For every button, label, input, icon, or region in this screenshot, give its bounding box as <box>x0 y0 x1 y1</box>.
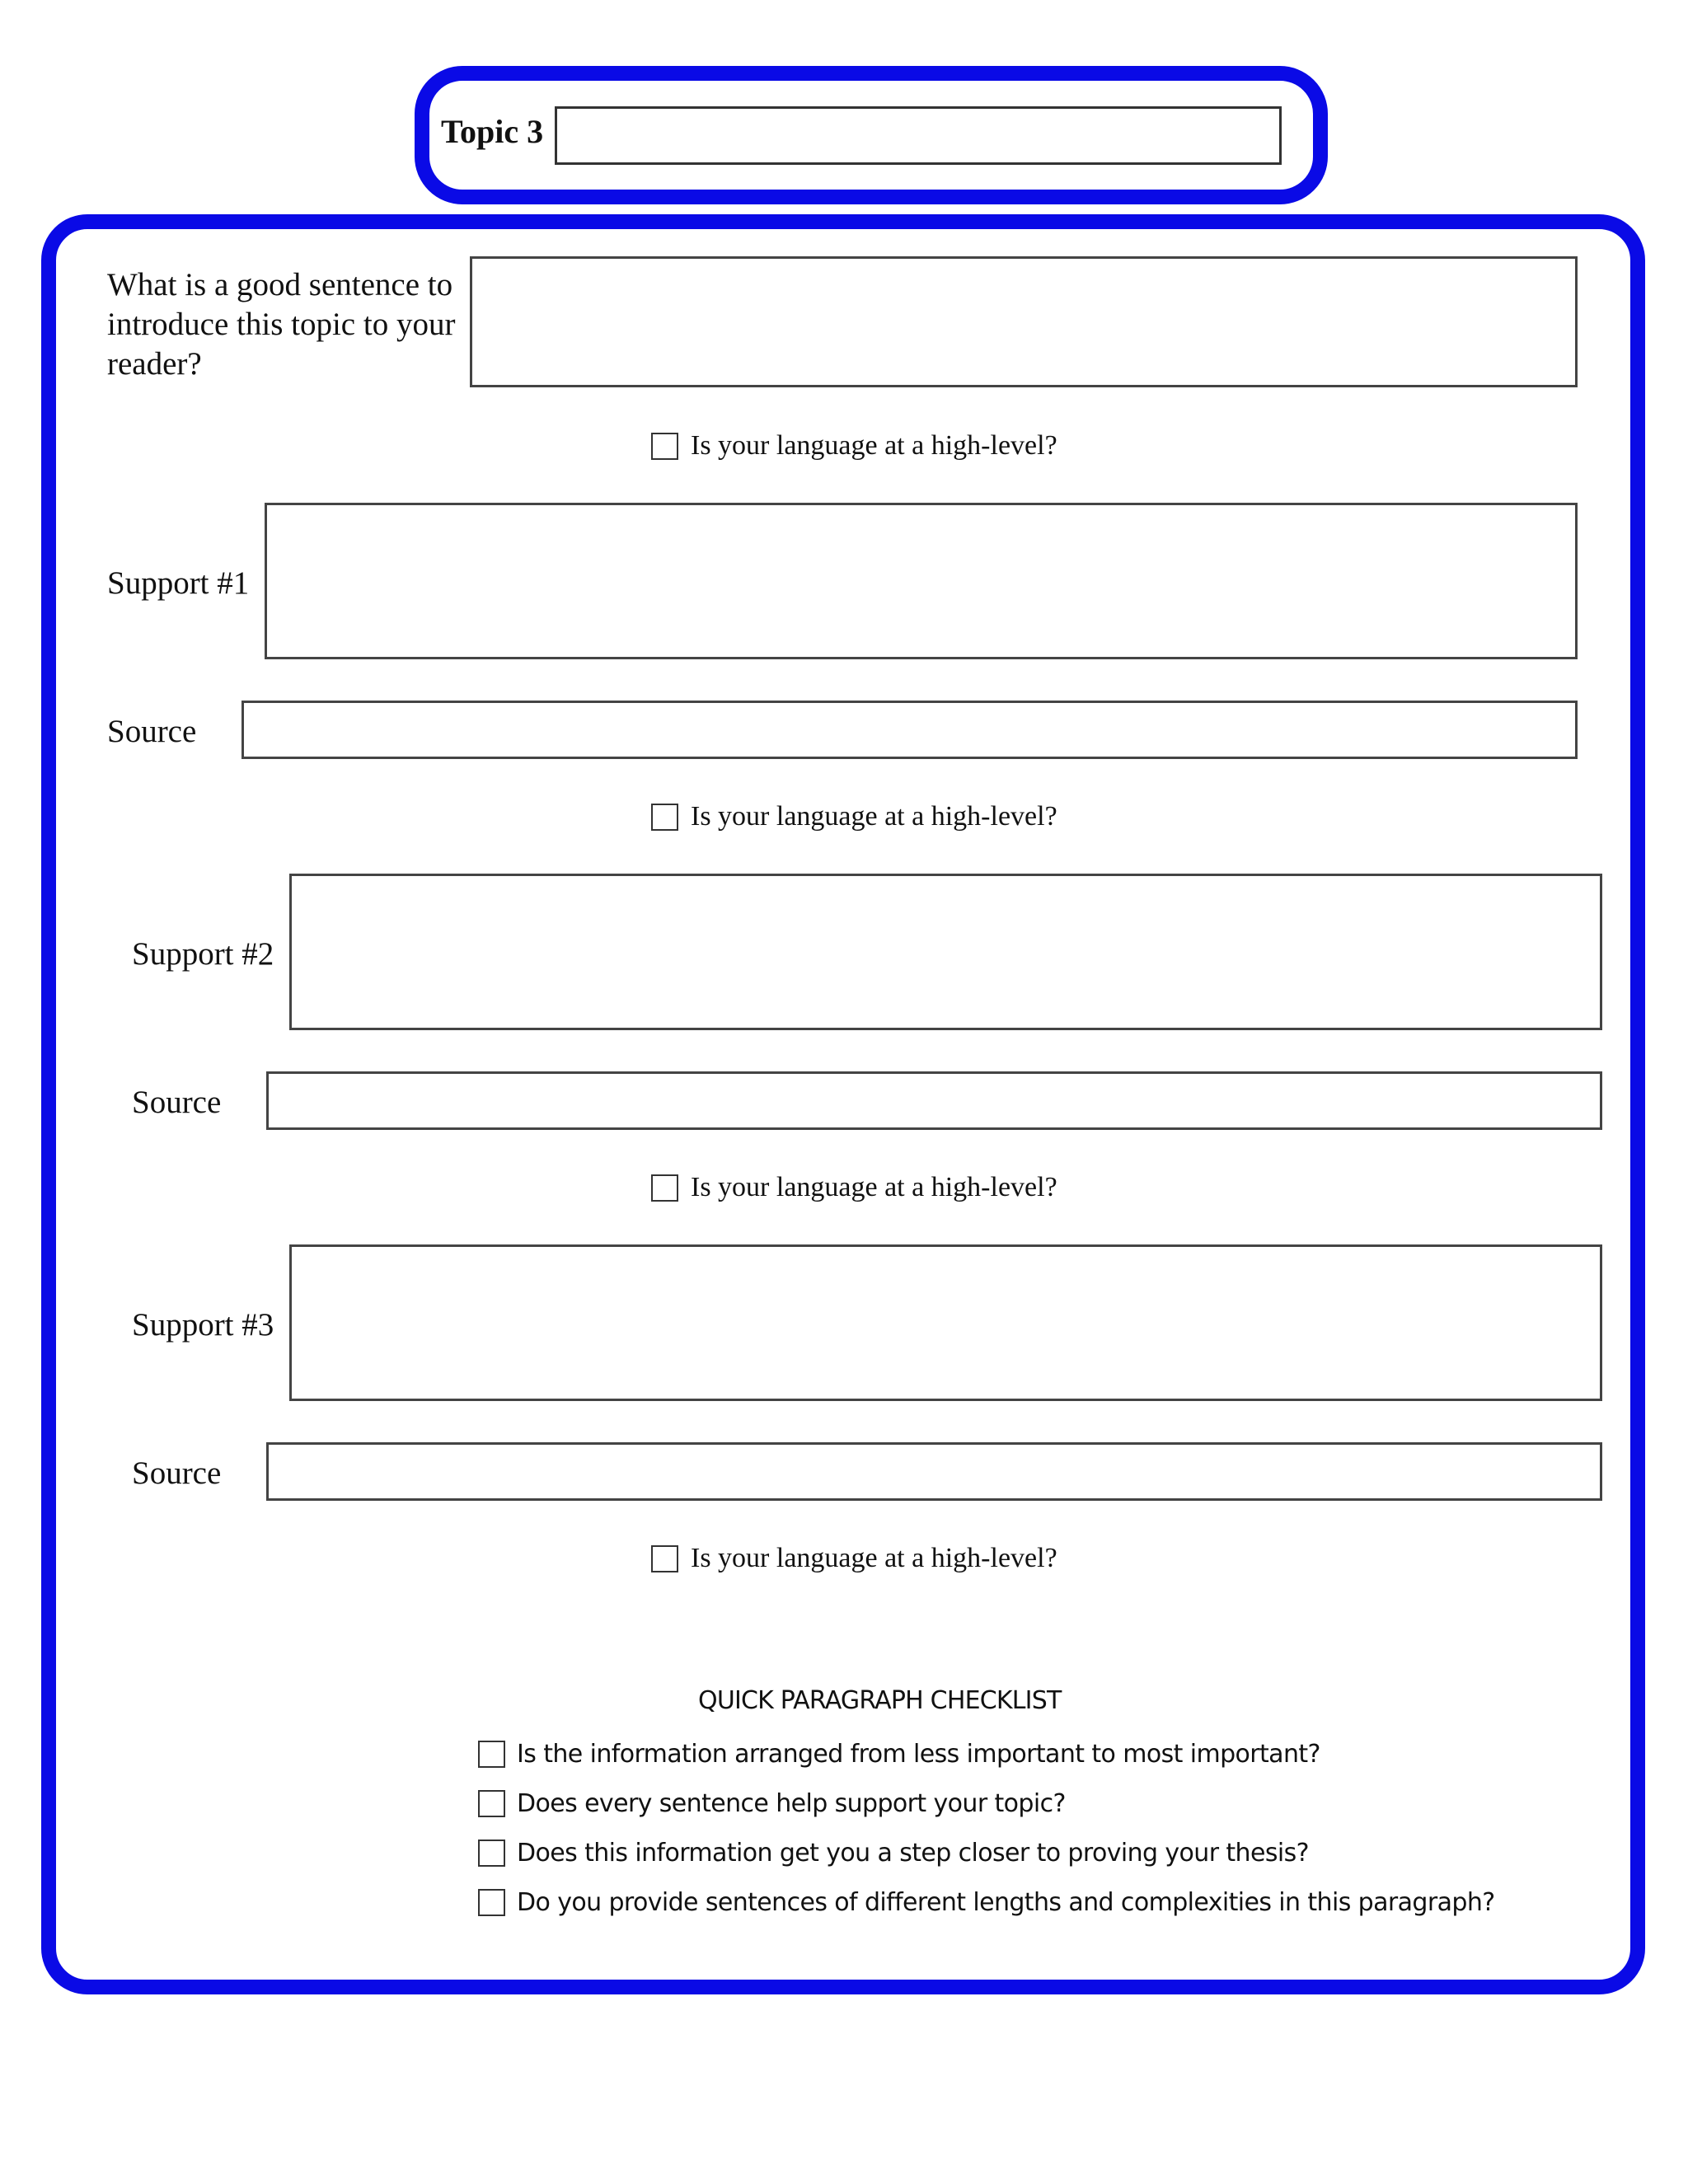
source-2-input[interactable] <box>266 1071 1602 1130</box>
checklist-item-3[interactable] <box>478 1839 1309 1868</box>
language-check-label-2: Is your language at a high-level? <box>691 801 1057 832</box>
checklist-item-4[interactable] <box>478 1888 1495 1917</box>
language-check-label-1: Is your language at a high-level? <box>691 430 1057 461</box>
checklist-item-1-label: Is the information arranged from less important to most important? <box>517 1740 1320 1769</box>
support-3-input[interactable] <box>289 1244 1602 1401</box>
language-checkbox-4[interactable] <box>651 1545 678 1572</box>
topic-input[interactable] <box>555 106 1282 165</box>
checklist-title: QUICK PARAGRAPH CHECKLIST <box>698 1686 1062 1715</box>
checklist-checkbox-4[interactable] <box>478 1889 505 1916</box>
topic-label: Topic 3 <box>441 113 544 150</box>
language-check-row-4[interactable] <box>651 1543 1057 1574</box>
source-2-label: Source <box>132 1085 222 1120</box>
intro-sentence-input[interactable] <box>470 256 1578 387</box>
checklist-item-2-label: Does every sentence help support your topic? <box>517 1789 1066 1818</box>
checklist-checkbox-2[interactable] <box>478 1790 505 1817</box>
language-checkbox-2[interactable] <box>651 804 678 831</box>
checklist-item-3-label: Does this information get you a step closer to proving your thesis? <box>517 1839 1309 1868</box>
language-check-row-1[interactable] <box>651 430 1057 462</box>
intro-question-line-3: reader? <box>107 346 202 382</box>
intro-question-line-1: What is a good sentence to <box>107 267 453 302</box>
source-1-label: Source <box>107 714 197 749</box>
checklist-item-1[interactable] <box>478 1740 1320 1769</box>
intro-question-line-2: introduce this topic to your <box>107 307 456 342</box>
checklist-item-4-label: Do you provide sentences of different lengths and complexities in this paragraph? <box>517 1888 1495 1917</box>
source-3-label: Source <box>132 1455 222 1491</box>
checklist-checkbox-3[interactable] <box>478 1840 505 1867</box>
support-1-label: Support #1 <box>107 565 250 601</box>
support-1-input[interactable] <box>265 503 1578 659</box>
source-3-input[interactable] <box>266 1442 1602 1501</box>
language-checkbox-1[interactable] <box>651 433 678 460</box>
support-3-label: Support #3 <box>132 1307 274 1343</box>
language-check-row-3[interactable] <box>651 1172 1057 1203</box>
source-1-input[interactable] <box>241 701 1578 759</box>
support-2-input[interactable] <box>289 874 1602 1030</box>
checklist-checkbox-1[interactable] <box>478 1741 505 1768</box>
language-check-label-3: Is your language at a high-level? <box>691 1172 1057 1202</box>
support-2-label: Support #2 <box>132 936 274 972</box>
language-check-row-2[interactable] <box>651 801 1057 832</box>
checklist-item-2[interactable] <box>478 1789 1066 1818</box>
language-checkbox-3[interactable] <box>651 1174 678 1202</box>
language-check-label-4: Is your language at a high-level? <box>691 1543 1057 1573</box>
